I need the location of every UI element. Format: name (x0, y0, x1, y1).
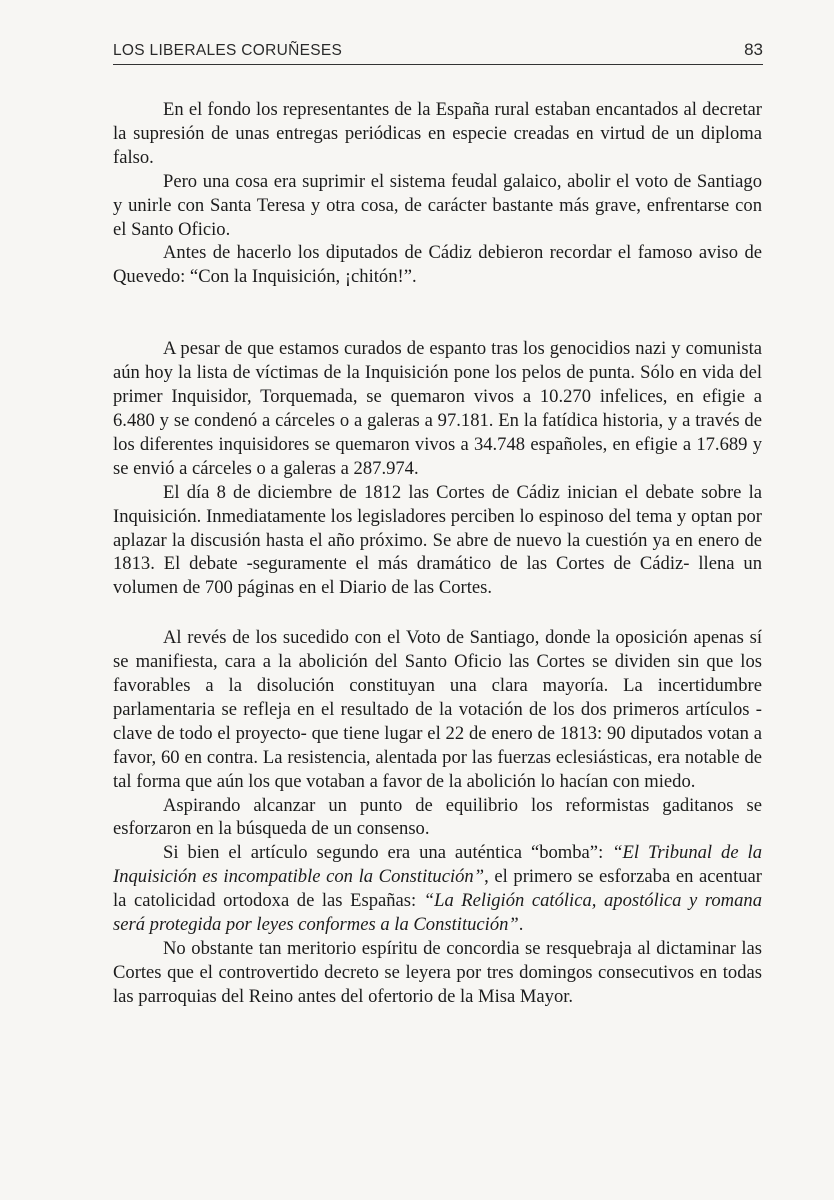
paragraph: Aspirando alcanzar un punto de equilibrio los reformistas gaditanos se esforzaron en la búsqueda de un consenso. (113, 794, 762, 840)
paragraph: No obstante tan meritorio espíritu de concordia se resquebraja al dictaminar las Cortes que el controvertido decreto se leyera por tres domingos consecutivos en todas las parroquias del Reino antes del ofertorio de la Misa Mayor. (113, 938, 762, 1007)
paragraph: Antes de hacerlo los diputados de Cádiz debieron recordar el famoso aviso de Quevedo: “Con la Inquisición, ¡chitón!”. (113, 242, 762, 288)
paragraph: Al revés de los sucedido con el Voto de Santiago, donde la oposición apenas sí se manifiesta, cara a la abolición del Santo Oficio las Cortes se dividen sin que los favorables a la disolución constituyan una clara mayoría. La incertidumbre parlamentaria se refleja en el resultado de la votación de los dos primeros artículos -clave de todo el proyecto- que tiene lugar el 22 de enero de 1813: 90 diputados votan a favor, 60 en contra. La resistencia, alentada por las fuerzas eclesiásticas, era notable de tal forma que aún los que votaban a favor de la abolición lo hacían con miedo. (113, 627, 762, 792)
paragraph: A pesar de que estamos curados de espanto tras los genocidios nazi y comunista aún hoy la lista de víctimas de la Inquisición pone los pelos de punta. Sólo en vida del primer Inquisidor, Torquemada, se quemaron vivos a 10.270 infelices, en efigie a 6.480 y se condenó a cárceles o a galeras a 97.181. En la fatídica historia, y a través de los diferentes inquisidores se quemaron vivos a 34.748 españoles, en efigie a 17.689 y se envió a cárceles o a galeras a 287.974. (113, 338, 762, 479)
page-number: 83 (744, 40, 763, 59)
paragraph: Pero una cosa era suprimir el sistema feudal galaico, abolir el voto de Santiago y unirle con Santa Teresa y otra cosa, de carácter bastante más grave, enfrentarse con el Santo Oficio. (113, 170, 762, 240)
paragraph-text: Si bien el artículo segundo era una auténtica “bomba”: (163, 842, 613, 864)
paragraph (113, 841, 762, 937)
quote-italic: “La Religión católica, apostólica y romana será protegida por leyes conformes a la Constitución” (113, 890, 762, 936)
paragraph: En el fondo los representantes de la España rural estaban encantados al decretar la supresión de unas entregas periódicas en especie creadas en virtud de un diploma falso. (113, 99, 762, 168)
quote-italic: “El Tribunal de la Inquisición es incompatible con la Constitución” (113, 842, 762, 888)
running-title: LOS LIBERALES CORUÑESES (113, 42, 343, 59)
paragraph-text: . (518, 914, 524, 936)
paragraph-text: , el primero se esforzaba en acentuar la catolicidad ortodoxa de las Españas: (113, 866, 763, 912)
running-header (113, 38, 763, 65)
body-text (113, 98, 762, 1009)
paragraph: El día 8 de diciembre de 1812 las Cortes de Cádiz inician el debate sobre la Inquisición. Inmediatamente los legisladores perciben lo espinoso del tema y optan por aplazar la discusión hasta el año próximo. Se abre de nuevo la cuestión ya en enero de 1813. El debate -seguramente el más dramático de las Cortes de Cádiz- llena un volumen de 700 páginas en el Diario de las Cortes. (113, 481, 762, 599)
